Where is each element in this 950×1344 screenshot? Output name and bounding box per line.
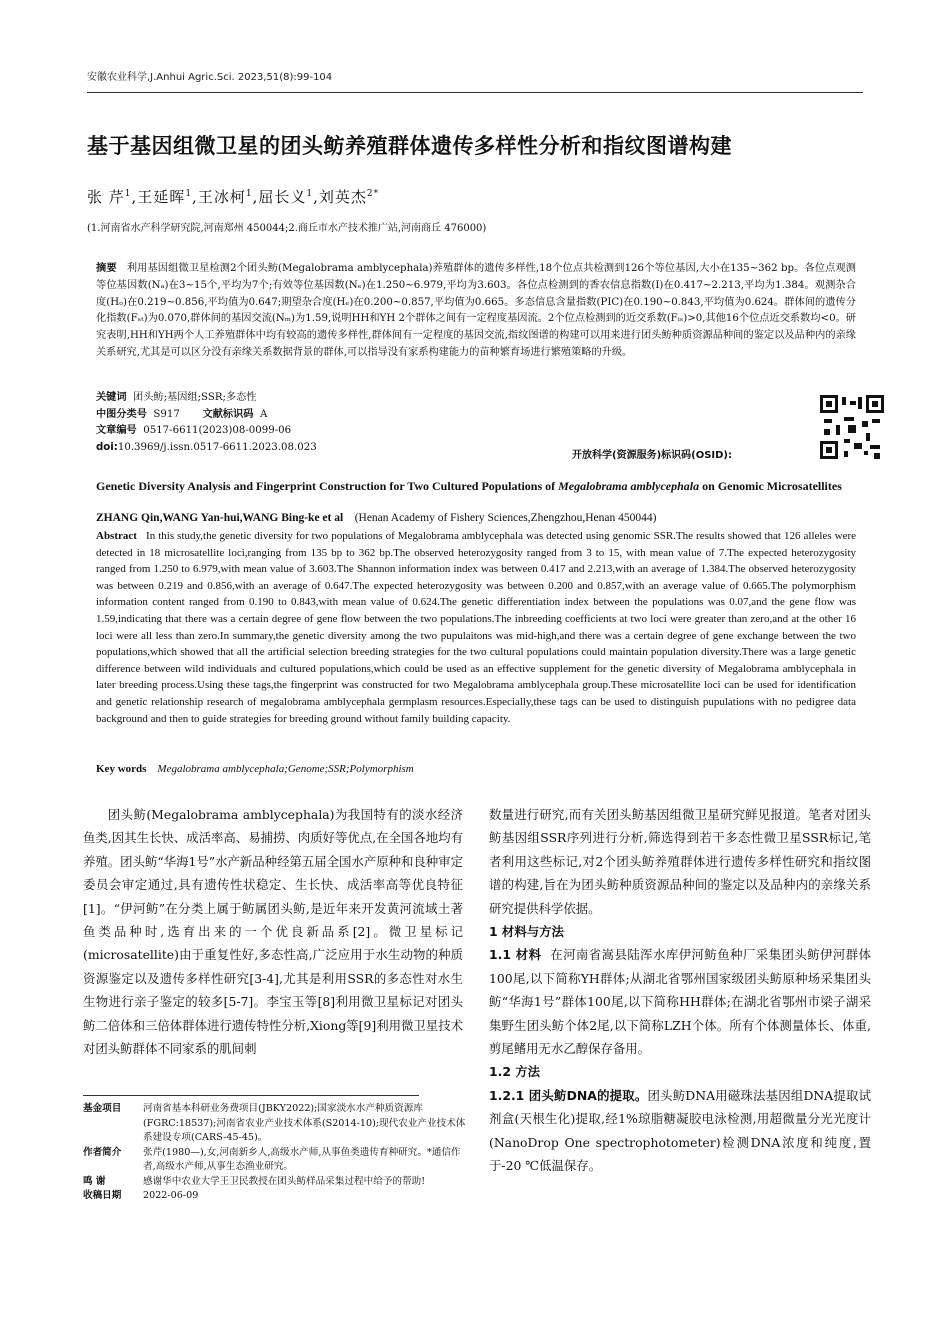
clc-value: S917: [153, 408, 180, 420]
footnote-received-date: [83, 1189, 468, 1204]
footnote-text: 河南省基本科研业务费项目(JBKY2022);国家淡水水产种质资源库(FGRC:18537);河南省农业产业技术体系(S2014-10);现代农业产业技术体系建设专项(CARS-45-45)。: [143, 1103, 466, 1143]
abstract-en-text: In this study,the genetic diversity for two populations of Megalobrama amblycephala was detected using genomic SSR.The results showed that 126 alleles were detected in 18 microsatellite loci,ranging from 135 bp to 362 bp.The observed heterozygosity ranged from 3 to 15, with mean value of 7.The expected heterozygosity ranged from 1.250 to 6.979,with mean value of 3.603.The Shannon information index was between 0.417 and 2.213,with an average of 1.384.The observed heterozygosity was between 0.219 and 0.856,with an average of 0.647.The expected heterozygosity was between 0.200 and 0.857,with an average value of 0.665.The polymorphism information content ranged from 0.190 to 0.843,with mean value of 0.624.The genetic differentiation index between the populations was 0.07,and the gene flow was 1.59,indicating that there was a certain degree of gene flow between the two populations.The inbreeding coefficients at two loci were greater than zero,and at the other 16 loci were all less than zero.In summary,the genetic diversity among the two pupulaitons was mid-high,and there was a certain degree of gene exchange between the two populations,which showed that all the artificial selection breeding strategies for the two cultural populations could maintain population diversity.There was a large genetic difference between wild individuals and cultured populations,which could be used as an effective supplement for the genetic diversity of Megalobrama amblycephala in later breeding process.Using these tags,the fingerprint was constructed for two Megalobrama amblycephala group.These microsatellite loci can be used for identification and genetic relationship research of megalobrama amblycephala germplasm resources.Especially,these tags can be used to distinguish pupulations with no pedigree data background and then to guide strategies for breeding ground without family building capacity.: [96, 530, 856, 725]
title-en-part1: Genetic Diversity Analysis and Fingerprint Construction for Two Cultured Populations of: [96, 479, 559, 493]
doi-line: [96, 440, 576, 457]
footnote-text: 张芹(1980—),女,河南新乡人,高级水产师,从事鱼类遗传育种研究。*通信作者,高级水产师,从事生态渔业研究。: [143, 1146, 461, 1172]
section-heading-1-2-1: 1.2.1 团头鲂DNA的提取。: [489, 1087, 648, 1103]
footnote-funding: [83, 1102, 468, 1146]
author-4-sup: 1: [306, 189, 314, 199]
footnotes: [83, 1102, 468, 1204]
keywords-cn-label: 关键词: [96, 392, 127, 403]
doi-label: doi:: [96, 441, 118, 453]
footnote-rule: [83, 1095, 419, 1096]
author-4: 屈长义: [258, 188, 307, 206]
abstract-en-label: Abstract: [96, 530, 137, 542]
author-3: 王冰柯: [197, 188, 246, 206]
author-1-sup: 1: [124, 189, 132, 199]
intro-paragraph-cont: 数量进行研究,而有关团头鲂基因组微卫星研究鲜见报道。笔者对团头鲂基因组SSR序列进行分析,筛选得到若干多态性微卫星SSR标记,笔者利用这些标记,对2个团头鲂养殖群体进行遗传多样性研究和指纹图谱的构建,旨在为团头鲂种质资源品种间的鉴定以及品种内的亲缘关系研究提供科学依据。: [489, 807, 871, 916]
article-no-line: [96, 423, 576, 440]
paper-title-en: [96, 478, 866, 494]
author-1: 张 芹: [87, 188, 125, 206]
keywords-cn-line: [96, 390, 576, 407]
section-heading-1-1: 1.1 材料: [489, 947, 542, 963]
authors-cn: 张 芹$^1$,王延晖$^1$,王冰柯$^1$,屈长义$^1$,刘英杰$^{2*}$: [87, 188, 380, 206]
section-heading-1-2: 1.2 方法: [489, 1064, 541, 1080]
dna-extraction-text: 团头鲂DNA用磁珠法基因组DNA提取试剂盒(天根生化)提取,经1%琼脂糖凝胶电泳检测,用超微量分光光度计(NanoDrop One spectrophotometer)检测DNA浓度和纯度,置于-20 ℃低温保存。: [489, 1087, 872, 1174]
abstract-cn-label: 摘要: [96, 263, 117, 274]
meta-block: [96, 390, 576, 456]
journal-header: 安徽农业科学,J.Anhui Agric.Sci. 2023,51(8):99-104: [87, 72, 333, 83]
keywords-en-line: [96, 763, 414, 775]
footnote-text: 感谢华中农业大学王卫民教授在团头鲂样品采集过程中给予的帮助!: [143, 1175, 426, 1187]
paper-title-cn: 基于基因组微卫星的团头鲂养殖群体遗传多样性分析和指纹图谱构建: [87, 134, 732, 158]
affiliation-cn: (1.河南省水产科学研究院,河南郑州 450044;2.商丘市水产技术推广站,河南商丘 476000): [87, 223, 487, 234]
materials-text: 在河南省嵩县陆浑水库伊河鲂鱼种厂采集团头鲂伊河群体100尾,以下简称YH群体;从湖北省鄂州国家级团头鲂原种场采集团头鲂“华海1号”群体100尾,以下简称HH群体;在湖北省鄂州市梁子湖采集野生团头鲂个体2尾,以下简称LZH个体。所有个体测量体长、体重,剪尾鳍用无水乙醇保存备用。: [489, 947, 871, 1057]
keywords-en: Megalobrama amblycephala;Genome;SSR;Polymorphism: [157, 763, 414, 775]
footnote-label: 收稿日期: [83, 1190, 122, 1201]
title-en-part2: on Genomic Microsatellites: [699, 479, 842, 493]
author-5-sup: 2*: [366, 189, 380, 199]
footnote-label: 基金项目: [83, 1103, 122, 1114]
body-column-left: [83, 803, 463, 1060]
author-5: 刘英杰: [318, 188, 367, 206]
footnote-author-bio: [83, 1146, 468, 1175]
footnote-label: 鸣 谢: [83, 1175, 106, 1187]
osid-label: 开放科学(资源服务)标识码(OSID):: [572, 450, 733, 461]
abstract-en: [96, 528, 856, 727]
article-no-value: 0517-6611(2023)08-0099-06: [143, 425, 292, 436]
authors-en-names: ZHANG Qin,WANG Yan-hui,WANG Bing-ke et al: [96, 512, 344, 524]
doi-value[interactable]: 10.3969/j.issn.0517-6611.2023.08.023: [117, 441, 317, 453]
keywords-cn: 团头鲂;基因组;SSR;多态性: [133, 392, 257, 403]
footnote-text: 2022-06-09: [143, 1190, 199, 1201]
abstract-cn-text: 利用基因组微卫星检测2个团头鲂(Megalobrama amblycephala)养殖群体的遗传多样性,18个位点共检测到126个等位基因,大小在135~362 bp。各位点观测等位基因数(Nₐ)在3~15个,平均为7个;有效等位基因数(Nₑ)在1.250~6.979,平均为3.603。各位点检测到的香农信息指数(I)在0.417~2.213,平均为1.384。观测杂合度(Hₒ)在0.219~0.856,平均值为0.647;期望杂合度(Hₑ)在0.200~0.857,平均值为0.665。多态信息含量指数(PIC)在0.190~0.843,平均值为0.624。群体间的遗传分化指数(Fₛₜ)为0.070,群体间的基因交流(Nₘ)为1.59,说明HH和YH 2个群体之间有一定程度基因流。2个位点检测到的近交系数(Fᵢₛ)>0,其他16个位点近交系数均<0。研究表明,HH和YH两个人工养殖群体中均有较高的遗传多样性,群体间有一定程度的基因交流,指纹图谱的构建可以用来进行团头鲂种质资源品种间的鉴定以及品种内的亲缘关系研究,尤其是可以区分没有亲缘关系数据背景的群体,可以指导没有家系构建能力的苗种繁育场进行繁殖策略的升级。: [96, 263, 856, 358]
keywords-en-label: Key words: [96, 763, 147, 775]
clc-label: 中图分类号: [96, 408, 147, 420]
author-3-sup: 1: [245, 189, 253, 199]
footnote-acknowledgement: [83, 1175, 468, 1190]
materials-paragraph: [489, 943, 871, 1060]
header-rule: [87, 92, 863, 93]
authors-en-affil: (Henan Academy of Fishery Sciences,Zhengzhou,Henan 450044): [354, 512, 657, 524]
title-en-species: Megalobrama amblycephala: [558, 479, 700, 493]
classification-line: [96, 407, 576, 424]
doc-code-value: A: [259, 408, 268, 420]
author-2: 王延晖: [137, 188, 186, 206]
section-heading-1: 1 材料与方法: [489, 924, 564, 940]
qr-code-icon[interactable]: [820, 395, 884, 459]
body-column-right: [489, 803, 871, 1178]
article-no-label: 文章编号: [96, 425, 137, 436]
footnote-label: 作者简介: [83, 1146, 122, 1158]
doc-code-label: 文献标识码: [202, 408, 254, 420]
dna-extraction-paragraph: [489, 1084, 871, 1178]
authors-en: [96, 512, 656, 524]
abstract-cn: [96, 261, 856, 362]
author-2-sup: 1: [185, 189, 193, 199]
intro-paragraph: 团头鲂(Megalobrama amblycephala)为我国特有的淡水经济鱼类,因其生长快、成活率高、易捕捞、肉质好等优点,在全国各地均有养殖。团头鲂“华海1号”水产新品种经第五届全国水产原种和良种审定委员会审定通过,具有遗传性状稳定、生长快、成活率高等优良特征[1]。“伊河鲂”在分类上属于鲂属团头鲂,是近年来开发黄河流域土著鱼类品种时,选育出来的一个优良新品系[2]。微卫星标记(microsatellite)由于重复性好,多态性高,广泛应用于水生动物的种质资源鉴定以及遗传多样性研究[3-4],尤其是利用SSR的多态性对水生生物进行亲子鉴定的较多[5-7]。李宝玉等[8]利用微卫星标记对团头鲂二倍体和三倍体群体进行遗传特性分析,Xiong等[9]利用微卫星技术对团头鲂群体不同家系的肌间刺: [83, 807, 463, 1057]
